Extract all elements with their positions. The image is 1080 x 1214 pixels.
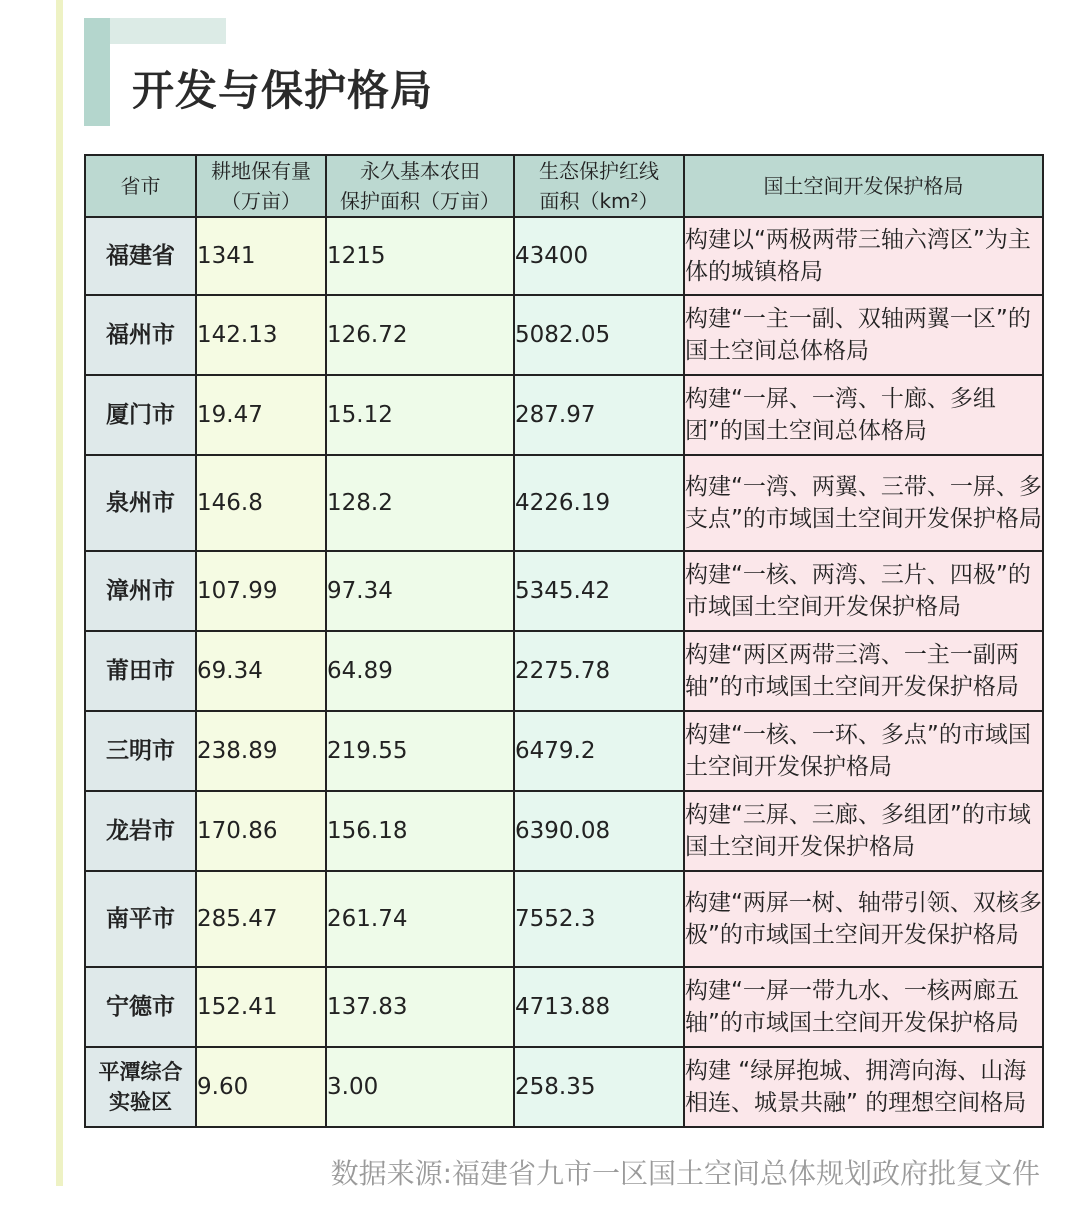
table-row xyxy=(85,631,1043,711)
cell-basic-farmland: 156.18 xyxy=(326,791,514,871)
cell-farmland: 170.86 xyxy=(196,791,326,871)
cell-eco-redline: 7552.3 xyxy=(514,871,684,967)
cell-pattern: 构建“一核、两湾、三片、四极”的市域国土空间开发保护格局 xyxy=(684,551,1043,631)
cell-pattern: 构建“一湾、两翼、三带、一屏、多支点”的市域国土空间开发保护格局 xyxy=(684,455,1043,551)
cell-farmland: 9.60 xyxy=(196,1047,326,1127)
cell-pattern: 构建“一核、一环、多点”的市域国土空间开发保护格局 xyxy=(684,711,1043,791)
table-row xyxy=(85,871,1043,967)
cell-farmland: 142.13 xyxy=(196,295,326,375)
cell-farmland: 69.34 xyxy=(196,631,326,711)
cell-city: 南平市 xyxy=(85,871,196,967)
table-row xyxy=(85,217,1043,295)
left-accent-rule xyxy=(56,0,63,1186)
cell-farmland: 152.41 xyxy=(196,967,326,1047)
cell-farmland: 238.89 xyxy=(196,711,326,791)
table-row xyxy=(85,295,1043,375)
cell-city: 泉州市 xyxy=(85,455,196,551)
planning-table xyxy=(84,154,1044,1128)
cell-farmland: 107.99 xyxy=(196,551,326,631)
cell-pattern: 构建以“两极两带三轴六湾区”为主体的城镇格局 xyxy=(684,217,1043,295)
cell-basic-farmland: 3.00 xyxy=(326,1047,514,1127)
cell-city: 莆田市 xyxy=(85,631,196,711)
cell-farmland: 1341 xyxy=(196,217,326,295)
table-row xyxy=(85,711,1043,791)
header-city: 省市 xyxy=(85,155,196,217)
cell-city: 平潭综合实验区 xyxy=(85,1047,196,1127)
table-header-row xyxy=(85,155,1043,217)
cell-basic-farmland: 15.12 xyxy=(326,375,514,455)
cell-eco-redline: 287.97 xyxy=(514,375,684,455)
table-row xyxy=(85,551,1043,631)
cell-pattern: 构建“两区两带三湾、一主一副两轴”的市域国土空间开发保护格局 xyxy=(684,631,1043,711)
cell-eco-redline: 4713.88 xyxy=(514,967,684,1047)
cell-city: 厦门市 xyxy=(85,375,196,455)
cell-eco-redline: 5082.05 xyxy=(514,295,684,375)
table-row xyxy=(85,455,1043,551)
cell-basic-farmland: 137.83 xyxy=(326,967,514,1047)
cell-eco-redline: 6390.08 xyxy=(514,791,684,871)
data-source-note: 数据来源:福建省九市一区国土空间总体规划政府批复文件 xyxy=(330,1157,1040,1190)
cell-city: 三明市 xyxy=(85,711,196,791)
cell-city: 福州市 xyxy=(85,295,196,375)
header-basic-farmland: 永久基本农田 保护面积（万亩） xyxy=(326,155,514,217)
table-row xyxy=(85,791,1043,871)
cell-basic-farmland: 64.89 xyxy=(326,631,514,711)
cell-city: 龙岩市 xyxy=(85,791,196,871)
cell-basic-farmland: 1215 xyxy=(326,217,514,295)
header-farmland: 耕地保有量 （万亩） xyxy=(196,155,326,217)
cell-basic-farmland: 261.74 xyxy=(326,871,514,967)
table-row xyxy=(85,967,1043,1047)
cell-city: 宁德市 xyxy=(85,967,196,1047)
cell-city: 漳州市 xyxy=(85,551,196,631)
cell-farmland: 285.47 xyxy=(196,871,326,967)
header-pattern: 国土空间开发保护格局 xyxy=(684,155,1043,217)
cell-basic-farmland: 97.34 xyxy=(326,551,514,631)
cell-basic-farmland: 128.2 xyxy=(326,455,514,551)
cell-pattern: 构建“一屏一带九水、一核两廊五轴”的市域国土空间开发保护格局 xyxy=(684,967,1043,1047)
cell-eco-redline: 43400 xyxy=(514,217,684,295)
cell-farmland: 146.8 xyxy=(196,455,326,551)
cell-basic-farmland: 126.72 xyxy=(326,295,514,375)
cell-eco-redline: 258.35 xyxy=(514,1047,684,1127)
cell-basic-farmland: 219.55 xyxy=(326,711,514,791)
cell-eco-redline: 2275.78 xyxy=(514,631,684,711)
table-row xyxy=(85,375,1043,455)
cell-pattern: 构建 “绿屏抱城、拥湾向海、山海相连、城景共融” 的理想空间格局 xyxy=(684,1047,1043,1127)
cell-city: 福建省 xyxy=(85,217,196,295)
cell-farmland: 19.47 xyxy=(196,375,326,455)
cell-eco-redline: 5345.42 xyxy=(514,551,684,631)
cell-pattern: 构建“一屏、一湾、十廊、多组团”的国土空间总体格局 xyxy=(684,375,1043,455)
title-accent-left xyxy=(84,18,110,126)
table-row xyxy=(85,1047,1043,1127)
cell-eco-redline: 4226.19 xyxy=(514,455,684,551)
cell-pattern: 构建“三屏、三廊、多组团”的市域国土空间开发保护格局 xyxy=(684,791,1043,871)
header-eco-redline: 生态保护红线 面积（km²） xyxy=(514,155,684,217)
cell-eco-redline: 6479.2 xyxy=(514,711,684,791)
cell-pattern: 构建“两屏一树、轴带引领、双核多极”的市域国土空间开发保护格局 xyxy=(684,871,1043,967)
page-title: 开发与保护格局 xyxy=(132,66,434,115)
cell-pattern: 构建“一主一副、双轴两翼一区”的国土空间总体格局 xyxy=(684,295,1043,375)
